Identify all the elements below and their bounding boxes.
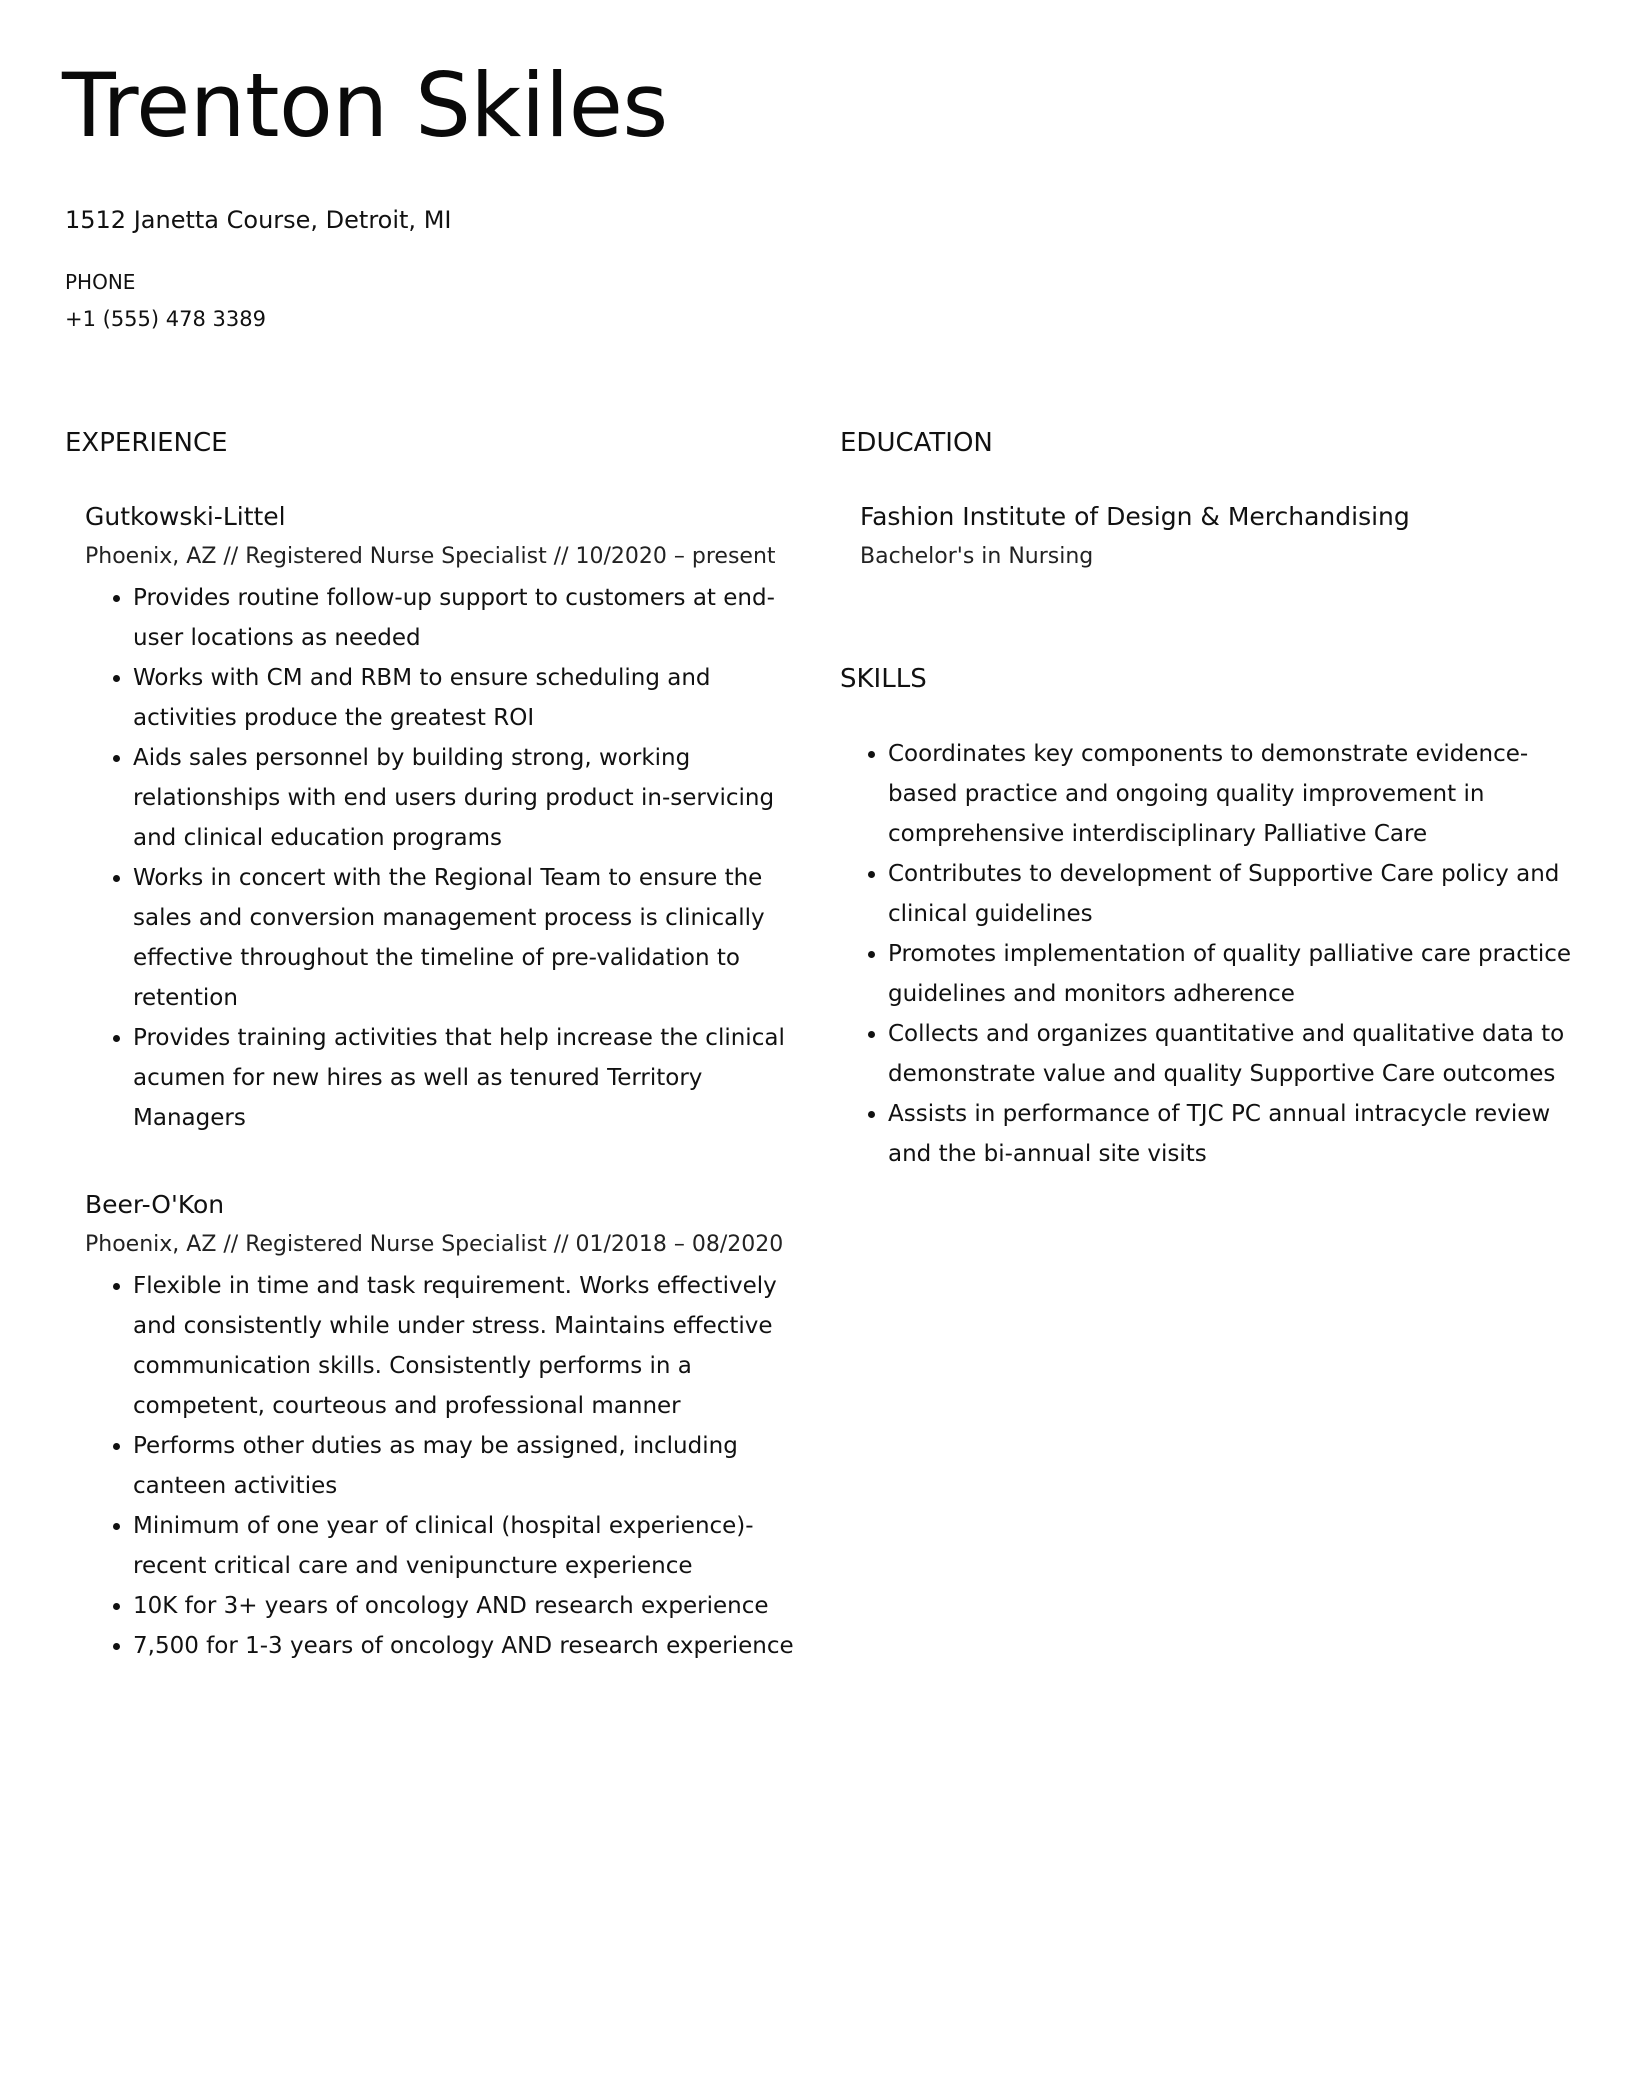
job-company: Beer-O'Kon [85, 1190, 225, 1219]
experience-heading: EXPERIENCE [65, 428, 228, 458]
job-bullet: • Works with CM and RBM to ensure scheduling and activities produce the greatest ROI [133, 658, 800, 738]
job-bullet: • Performs other duties as may be assigned, including canteen activities [133, 1426, 800, 1506]
experience-section [65, 426, 800, 1666]
job-bullets [85, 1266, 800, 1666]
job-bullet: • Aids sales personnel by building strong, working relationships with end users during product in-servicing and clinical education programs [133, 738, 800, 858]
job-bullet: • Flexible in time and task requirement. Works effectively and consistently while under stress. Maintains effective communication skills. Consistently performs in a competent, courteous and professional manner [133, 1266, 800, 1426]
address: 1512 Janetta Course, Detroit, MI [65, 206, 452, 234]
right-column [840, 426, 1580, 1174]
job-bullet: • Minimum of one year of clinical (hospital experience)-recent critical care and venipuncture experience [133, 1506, 800, 1586]
job-bullet: • Provides routine follow-up support to customers at end-user locations as needed [133, 578, 800, 658]
job-details: Phoenix, AZ // Registered Nurse Specialist // 10/2020 – present [85, 544, 776, 569]
skill-item: • Promotes implementation of quality palliative care practice guidelines and monitors adherence [888, 934, 1580, 1014]
phone-label: PHONE [65, 270, 136, 294]
skills-section [840, 662, 1580, 1174]
skill-item: • Coordinates key components to demonstrate evidence-based practice and ongoing quality improvement in comprehensive interdisciplinary Palliative Care [888, 734, 1580, 854]
skill-item: • Collects and organizes quantitative and qualitative data to demonstrate value and quality Supportive Care outcomes [888, 1014, 1580, 1094]
skill-item: • Contributes to development of Supportive Care policy and clinical guidelines [888, 854, 1580, 934]
job-entry [85, 1188, 800, 1666]
degree: Bachelor's in Nursing [860, 544, 1094, 569]
skill-item: • Assists in performance of TJC PC annual intracycle review and the bi-annual site visits [888, 1094, 1580, 1174]
job-details: Phoenix, AZ // Registered Nurse Specialist // 01/2018 – 08/2020 [85, 1232, 784, 1257]
candidate-name: Trenton Skiles [62, 54, 668, 157]
education-section [840, 426, 1580, 572]
education-heading: EDUCATION [840, 428, 993, 458]
school-name: Fashion Institute of Design & Merchandising [860, 502, 1410, 531]
phone-number: +1 (555) 478 3389 [65, 307, 266, 331]
job-bullets [85, 578, 800, 1138]
job-bullet: • 10K for 3+ years of oncology AND research experience [133, 1586, 800, 1626]
job-bullet: • 7,500 for 1-3 years of oncology AND research experience [133, 1626, 800, 1666]
skills-heading: SKILLS [840, 664, 927, 694]
job-entry [85, 500, 800, 1138]
education-entry [860, 500, 1580, 572]
skills-list [840, 734, 1580, 1174]
job-company: Gutkowski-Littel [85, 502, 286, 531]
job-bullet: • Provides training activities that help increase the clinical acumen for new hires as well as tenured Territory Managers [133, 1018, 800, 1138]
job-bullet: • Works in concert with the Regional Team to ensure the sales and conversion management process is clinically effective throughout the timeline of pre-validation to retention [133, 858, 800, 1018]
